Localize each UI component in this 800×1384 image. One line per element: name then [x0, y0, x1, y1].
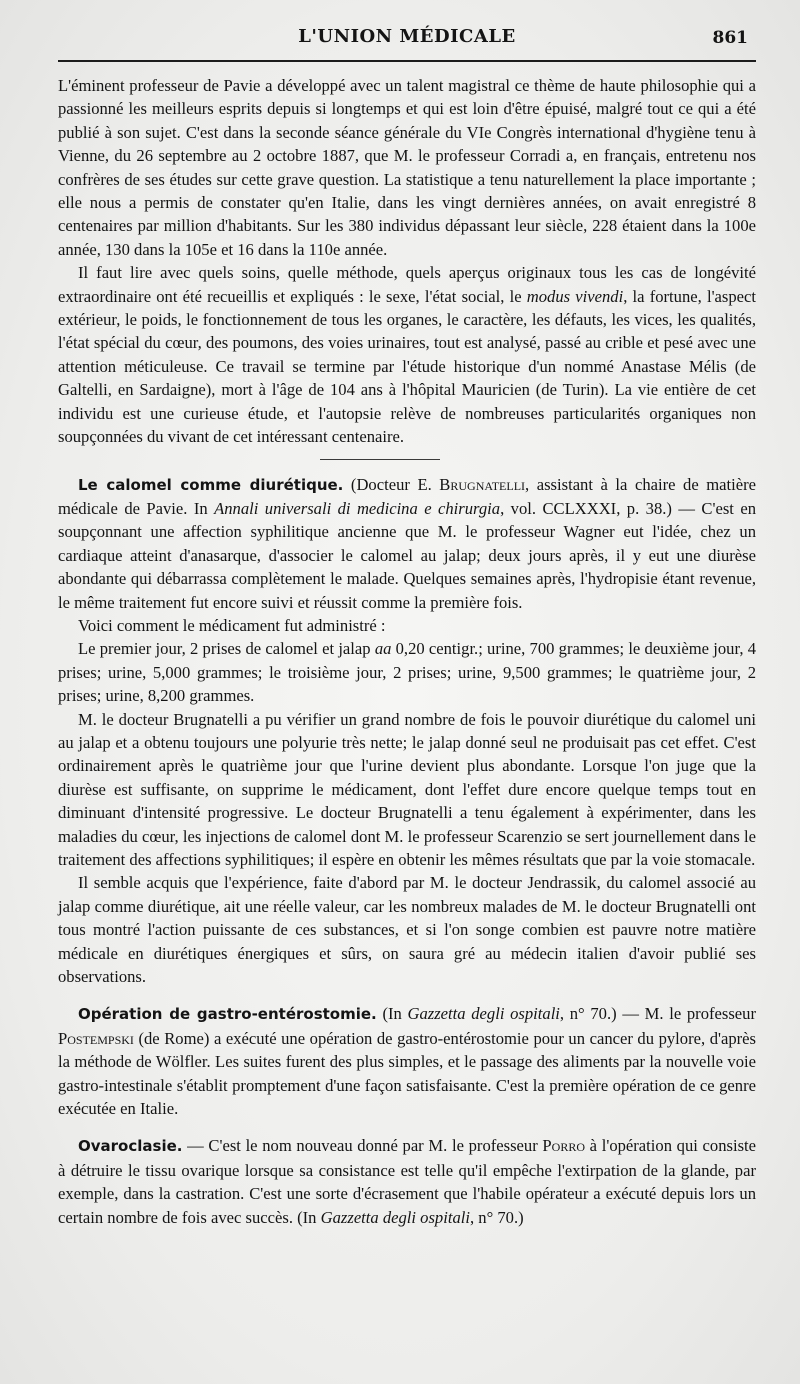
text-run: à l'opération qui consiste à détruire le tissu ovarique lorsque sa consistance est telle qu'il empêche l'extirpation de la glande, par exemple, dans la castration. C'est une sorte d'écrasement que l'habile opérateur a exécuté depuis lors un certain nombre de fois avec succès. (In: [58, 1136, 757, 1227]
gastro-paragraph: [58, 1002, 756, 1120]
text-run: — C'est le nom nouveau donné par M. le professeur: [182, 1136, 543, 1156]
ovaroclasie-paragraph: [58, 1134, 756, 1229]
header-rule: [58, 60, 756, 62]
journal-title: Annali universali di medicina e chirurgia: [214, 498, 501, 518]
running-header: [58, 0, 756, 64]
running-title: L'UNION MÉDICALE: [298, 26, 516, 47]
longevity-paragraph-1: L'éminent professeur de Pavie a développé avec un talent magistral ce thème de haute philosophie qui a passionné les meilleurs esprits depuis si longtemps et qui est loin d'être épuisé, malgré tout ce qui a été publié à son sujet. C'est dans la seconde séance générale du VIe Congrès international d'hygiène tenu à Vienne, du 26 septembre au 2 octobre 1887, que M. le professeur Corradi a, en français, entretenu nos confrères de ses études sur cette grave question. La statistique a tenu naturellement la place importante ; elle nous a permis de constater qu'en Italie, dans les vingt dernières années, on avait enregistré 8 centenaires par million d'habitants. Sur les 380 individus dépassant leur siècle, 228 étaient dans la 100e année, 130 dans la 105e et 16 dans la 110e année.: [58, 76, 756, 259]
text-run: , vol. CCLXXXI, p. 38.) — C'est en soupçonnant une affection syphilitique ancienne que M. le professeur Wagner eut l'idée, chez un cardiaque atteint d'anasarque, d'associer le calomel au jalap; deux jours après, il y eut une diurèse abondante qui débarrassa complètement le malade. Quelques semaines après, l'hydropisie étant revenue, le même traitement fut encore suivi et réussit comme la première fois.: [58, 498, 756, 612]
text-run: 0,20 centigr.; urine, 700 grammes; le deuxième jour, 4 prises; urine, 5,000 grammes; le troisième jour, 2 prises; urine, 9,500 grammes; le quatrième jour, 2 prises; urine, 8,200 grammes.: [58, 639, 756, 706]
calomel-paragraph-3: [58, 637, 756, 707]
text-run: , assistant à la chaire de matière médicale de Pavie. In: [58, 474, 756, 518]
calomel-paragraph-1: [58, 473, 756, 614]
text-run: , n° 70.) — M. le professeur: [559, 1004, 756, 1024]
author-name: Porro: [542, 1136, 585, 1156]
section-gap: [58, 1120, 756, 1134]
section-gap: [58, 988, 756, 1002]
author-name: Postempski: [58, 1028, 134, 1048]
journal-title: Gazzetta degli ospitali: [407, 1004, 560, 1024]
article-title-calomel: Le calomel comme diurétique.: [78, 475, 344, 494]
text-run: (Docteur E.: [343, 474, 440, 494]
text-run: , n° 70.): [469, 1207, 524, 1227]
italic-phrase: modus vivendi: [526, 286, 624, 306]
calomel-paragraph-2: Voici comment le médicament fut administré :: [78, 615, 386, 635]
section-divider: [320, 459, 440, 460]
text-run: (de Rome) a exécuté une opération de gastro-entérostomie pour un cancer du pylore, d'après la méthode de Wölfler. Les suites furent des plus simples, et le passage des aliments par la nouvelle voie gastro-intestinale s'établit promptement d'une façon satisfaisante. C'est la première opération de ce genre exécutée en Italie.: [58, 1028, 756, 1119]
page-number: 861: [712, 28, 748, 48]
calomel-paragraph-5: Il semble acquis que l'expérience, faite d'abord par M. le docteur Jendrassik, du calomel associé au jalap comme diurétique, ait une réelle valeur, car les nombreux malades de M. le docteur Brugnatelli ont tous montré l'action puissante de ces substances, et si l'on songe combien est pauvre notre matière médicale en diurétiques énergiques et sûrs, on saura gré au médecin italien d'avoir publié ses observations.: [58, 873, 756, 987]
text-run: , la fortune, l'aspect extérieur, le poids, le fonctionnement de tous les organes, le caractère, les défauts, les vices, les qualités, l'état spécial du cœur, des poumons, des voies urinaires, tout est analysé, passé au crible et pesé avec une attention méticuleuse. Ce travail se termine par l'étude historique d'un nommé Anastase Mélis (de Galtelli, en Sardaigne), mort à l'âge de 104 ans à l'hôpital Mauricien (de Turin). La vie entière de cet individu est une curieuse étude, et l'autopsie relève de nombreuses particularités organiques non soupçonnées du vivant de cet intéressant centenaire.: [58, 286, 757, 447]
calomel-paragraph-4: M. le docteur Brugnatelli a pu vérifier un grand nombre de fois le pouvoir diurétique du calomel uni au jalap et a obtenu toujours une polyurie très nette; le jalap donné seul ne produisait pas cet effet. C'est ordinairement après le quatrième jour que l'urine devient plus abondante. Lorsque l'on juge que la diurèse est suffisante, on supprime le médicament, dont l'effet dure encore quelque temps tout en diminuant d'intensité progressive. Le docteur Brugnatelli a tenu également à expérimenter, dans les maladies du cœur, les injections de calomel dont M. le professeur Scarenzio se sert journellement dans le traitement des affections syphilitiques; il espère en obtenir les mêmes résultats que par la voie stomacale.: [58, 709, 756, 869]
journal-title: Gazzetta degli ospitali: [320, 1207, 470, 1227]
article-body: [58, 74, 756, 1229]
text-run: Le premier jour, 2 prises de calomel et jalap: [78, 639, 375, 659]
article-title-ovaroclasie: Ovaroclasie.: [78, 1137, 183, 1156]
italic-abbrev: aa: [374, 639, 392, 659]
longevity-paragraph-2: [58, 261, 756, 448]
text-run: Il faut lire avec quels soins, quelle méthode, quels aperçus originaux tous les cas de longévité extraordinaire ont été recueillis et expliqués : le sexe, l'état social, le: [58, 263, 756, 306]
author-name: Brugnatelli: [439, 474, 526, 494]
article-title-gastro: Opération de gastro-entérostomie.: [78, 1005, 377, 1024]
text-run: (In: [376, 1004, 408, 1024]
